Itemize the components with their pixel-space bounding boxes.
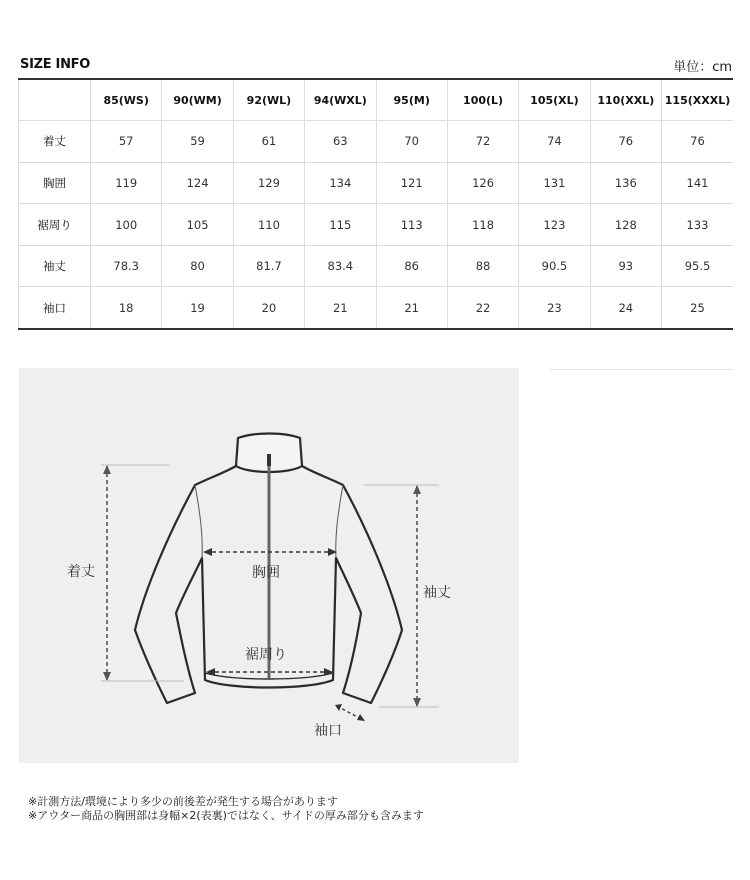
table-corner-cell	[19, 79, 91, 121]
column-header: 110(XXL)	[590, 79, 661, 121]
note-line: ※計測方法/環境により多少の前後差が発生する場合があります	[28, 795, 338, 808]
row-label: 着丈	[19, 121, 91, 163]
table-cell: 123	[519, 204, 590, 246]
table-cell: 25	[662, 287, 734, 329]
hem-label: 裾周り	[245, 647, 287, 663]
column-header: 100(L)	[447, 79, 518, 121]
table-cell: 141	[662, 162, 734, 204]
table-row	[19, 245, 734, 287]
column-header: 115(XXXL)	[662, 79, 734, 121]
table-header-row	[19, 79, 734, 121]
table-cell: 21	[305, 287, 376, 329]
table-cell: 115	[305, 204, 376, 246]
table-cell: 23	[519, 287, 590, 329]
table-cell: 61	[233, 121, 304, 163]
table-cell: 134	[305, 162, 376, 204]
column-header: 85(WS)	[91, 79, 162, 121]
column-header: 92(WL)	[233, 79, 304, 121]
table-cell: 126	[447, 162, 518, 204]
column-header: 90(WM)	[162, 79, 233, 121]
row-label: 裾周り	[19, 204, 91, 246]
table-cell: 74	[519, 121, 590, 163]
table-cell: 93	[590, 245, 661, 287]
size-info-title: SIZE INFO	[20, 57, 90, 72]
table-row	[19, 162, 734, 204]
table-cell: 57	[91, 121, 162, 163]
table-row	[19, 287, 734, 329]
table-cell: 59	[162, 121, 233, 163]
table-cell: 136	[590, 162, 661, 204]
sleeve-label: 袖丈	[423, 585, 451, 601]
table-cell: 88	[447, 245, 518, 287]
measurement-diagram	[19, 368, 519, 763]
table-cell: 110	[233, 204, 304, 246]
table-row	[19, 121, 734, 163]
cuff-label: 袖口	[314, 723, 342, 739]
chest-label: 胸囲	[252, 565, 280, 581]
table-cell: 83.4	[305, 245, 376, 287]
table-cell: 128	[590, 204, 661, 246]
table-cell: 118	[447, 204, 518, 246]
row-label: 胸囲	[19, 162, 91, 204]
table-cell: 100	[91, 204, 162, 246]
table-cell: 24	[590, 287, 661, 329]
table-cell: 80	[162, 245, 233, 287]
table-cell: 124	[162, 162, 233, 204]
row-label: 袖口	[19, 287, 91, 329]
column-header: 94(WXL)	[305, 79, 376, 121]
size-table	[18, 78, 733, 330]
table-cell: 70	[376, 121, 447, 163]
table-row	[19, 204, 734, 246]
table-cell: 63	[305, 121, 376, 163]
column-header: 105(XL)	[519, 79, 590, 121]
column-header: 95(M)	[376, 79, 447, 121]
unit-label: 単位：cm	[673, 60, 732, 75]
length-label: 着丈	[67, 564, 95, 580]
note-line: ※アウター商品の胸囲部は身幅×2(表裏)ではなく、サイドの厚み部分も含みます	[28, 809, 424, 822]
table-cell: 78.3	[91, 245, 162, 287]
table-cell: 19	[162, 287, 233, 329]
table-cell: 119	[91, 162, 162, 204]
table-cell: 20	[233, 287, 304, 329]
table-cell: 81.7	[233, 245, 304, 287]
table-cell: 22	[447, 287, 518, 329]
row-label: 袖丈	[19, 245, 91, 287]
table-cell: 86	[376, 245, 447, 287]
table-cell: 105	[162, 204, 233, 246]
table-cell: 131	[519, 162, 590, 204]
measurement-notes	[28, 795, 424, 823]
table-cell: 72	[447, 121, 518, 163]
table-cell: 21	[376, 287, 447, 329]
table-cell: 95.5	[662, 245, 734, 287]
table-cell: 18	[91, 287, 162, 329]
table-cell: 133	[662, 204, 734, 246]
divider	[550, 369, 733, 370]
table-cell: 90.5	[519, 245, 590, 287]
table-cell: 76	[662, 121, 734, 163]
table-cell: 76	[590, 121, 661, 163]
table-cell: 129	[233, 162, 304, 204]
table-cell: 121	[376, 162, 447, 204]
size-info-header	[20, 55, 732, 77]
table-cell: 113	[376, 204, 447, 246]
